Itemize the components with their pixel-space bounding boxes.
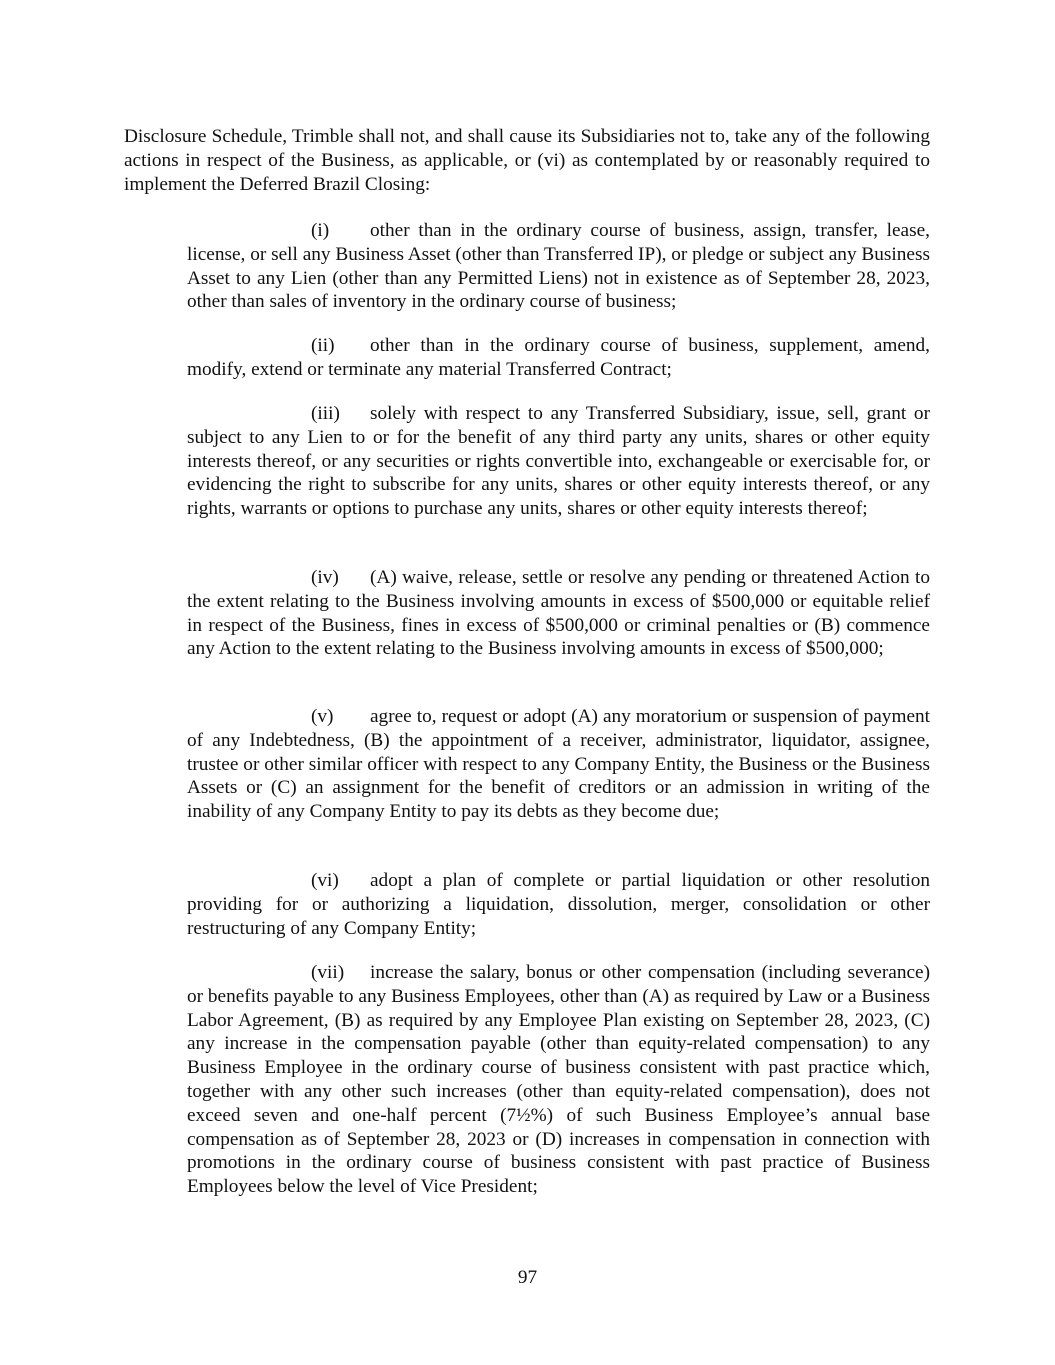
clause-text: adopt a plan of complete or partial liquidation or other resolution providing for or authorizing a liquidation, dissolution, merger, consolidation or other restructuring of any Company Entity; [187, 870, 930, 939]
clause-number: (vi) [311, 870, 339, 891]
intro-paragraph: Disclosure Schedule, Trimble shall not, and shall cause its Subsidiaries not to, take any of the following actions in respect of the Business, as applicable, or (vi) as contemplated by or reasonably required to implement the Deferred Brazil Closing: [124, 126, 930, 195]
clause-number: (iv) [311, 567, 339, 588]
clause-ii [187, 334, 930, 382]
clause-number: (i) [311, 220, 330, 241]
clause-number: (iii) [311, 403, 340, 424]
clause-text: other than in the ordinary course of business, assign, transfer, lease, license, or sell any Business Asset (other than Transferred IP), or pledge or subject any Business Asset to any Lien (other than any Permitted Liens) not in existence as of September 28, 2023, other than sales of inventory in the ordinary course of business; [187, 220, 930, 313]
clause-v [187, 705, 930, 824]
clause-text: increase the salary, bonus or other compensation (including severance) or benefits payable to any Business Employees, other than (A) as required by Law or a Business Labor Agreement, (B) as required by any Employee Plan existing on September 28, 2023, (C) any increase in the compensation payable (other than equity-related compensation) to any Business Employee in the ordinary course of business consistent with past practice which, together with any other such increases (other than equity-related compensation), does not exceed seven and one-half percent (7½%) of such Business Employee’s annual base compensation as of September 28, 2023 or (D) increases in compensation in connection with promotions in the ordinary course of business consistent with past practice of Business Employees below the level of Vice President; [187, 962, 930, 1198]
clause-text: other than in the ordinary course of business, supplement, amend, modify, extend or terminate any material Transferred Contract; [187, 335, 930, 380]
page-number: 97 [517, 1267, 538, 1288]
clause-number: (ii) [311, 335, 335, 356]
clause-number: (vii) [311, 962, 345, 983]
clause-number: (v) [311, 706, 334, 727]
clause-iii [187, 402, 930, 521]
clause-vii [187, 961, 930, 1199]
clause-iv [187, 566, 930, 661]
clause-i [187, 219, 930, 314]
clause-vi [187, 869, 930, 940]
clause-text: solely with respect to any Transferred Subsidiary, issue, sell, grant or subject to any Lien to or for the benefit of any third party any units, shares or other equity interests thereof, or any securities or rights convertible into, exchangeable or exercisable for, or evidencing the right to subscribe for any units, shares or other equity interests thereof, or any rights, warrants or options to purchase any units, shares or other equity interests thereof; [187, 403, 930, 520]
clause-text: (A) waive, release, settle or resolve any pending or threatened Action to the extent relating to the Business involving amounts in excess of $500,000 or equitable relief in respect of the Business, fines in excess of $500,000 or criminal penalties or (B) commence any Action to the extent relating to the Business involving amounts in excess of $500,000; [187, 567, 930, 660]
clause-text: agree to, request or adopt (A) any moratorium or suspension of payment of any Indebtedness, (B) the appointment of a receiver, administrator, liquidator, assignee, trustee or other similar officer with respect to any Company Entity, the Business or the Business Assets or (C) an assignment for the benefit of creditors or an admission in writing of the inability of any Company Entity to pay its debts as they become due; [187, 706, 930, 823]
